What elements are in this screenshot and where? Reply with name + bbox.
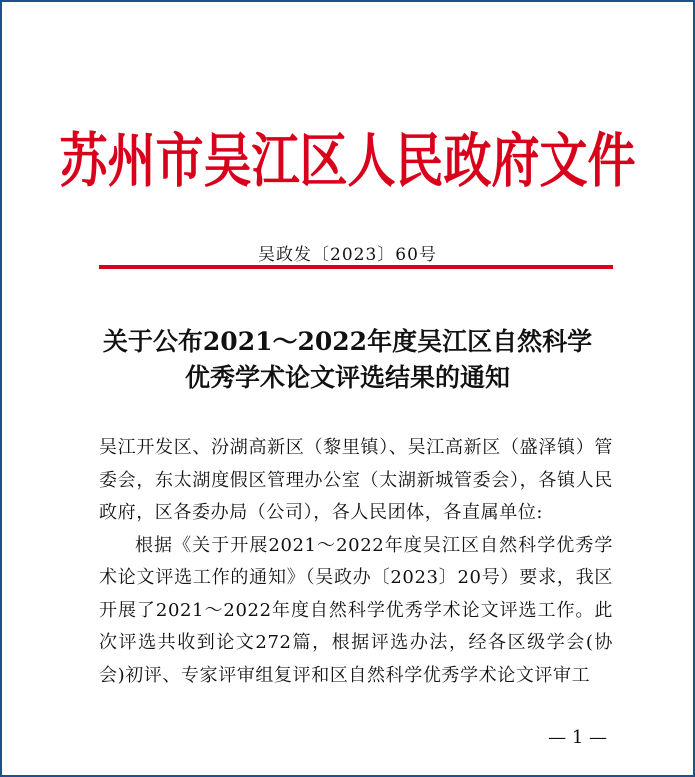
issuer-masthead: 苏州市吴江区人民政府文件 <box>59 127 636 196</box>
page-number: — 1 — <box>548 727 607 748</box>
notice-body <box>99 432 613 692</box>
notice-title-line2: 优秀学术论文评选结果的通知 <box>184 363 510 392</box>
notice-title <box>82 324 613 396</box>
recipients-paragraph: 吴江开发区、汾湖高新区（黎里镇）、吴江高新区（盛泽镇）管委会，东太湖度假区管理办公室（太湖新城管委会），各镇人民政府，区各委办局（公司），各人民团体，各直属单位: <box>99 437 613 523</box>
red-separator-line <box>99 265 613 269</box>
body-paragraph: 根据《关于开展2021～2022年度吴江区自然科学优秀学术论文评选工作的通知》（吴政办〔2023〕20号）要求，我区开展了2021～2022年度自然科学优秀学术论文评选工作。此次评选共收到论文272篇，根据评选办法，经各区级学会(协会)初评、专家评审组复评和区自然科学优秀学术论文评审工 <box>99 534 613 686</box>
notice-title-line1: 关于公布2021～2022年度吴江区自然科学 <box>102 327 593 356</box>
document-number: 吴政发〔2023〕60号 <box>258 245 437 265</box>
